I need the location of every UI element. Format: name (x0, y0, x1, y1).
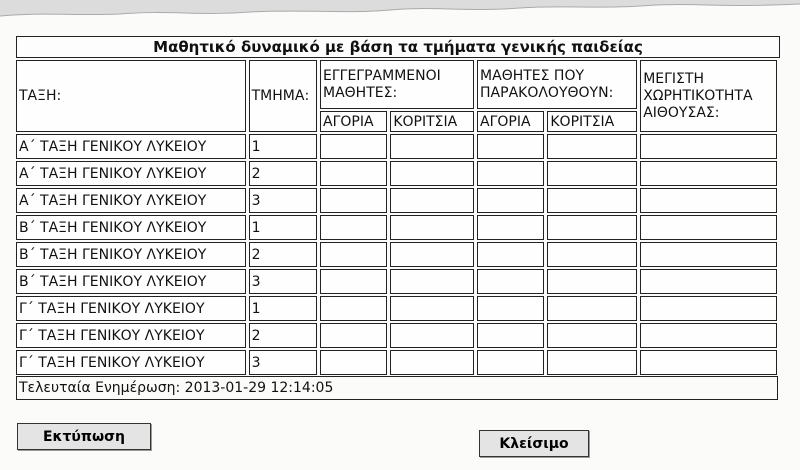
close-button[interactable]: Κλείσιμο (479, 430, 589, 457)
class-name-cell: Β΄ ΤΑΞΗ ΓΕΝΙΚΟΥ ΛΥΚΕΙΟΥ (16, 269, 246, 294)
section-cell: 1 (249, 296, 317, 321)
table-row (16, 215, 777, 240)
enrolled-boys-field[interactable] (320, 323, 387, 348)
enrolled-boys-field[interactable] (320, 134, 387, 159)
class-name-cell: Α΄ ΤΑΞΗ ΓΕΝΙΚΟΥ ΛΥΚΕΙΟΥ (16, 188, 246, 213)
enrolled-boys-field[interactable] (320, 188, 387, 213)
enrolled-girls-field[interactable] (390, 188, 474, 213)
table-row (16, 323, 777, 348)
enrolled-girls-field[interactable] (390, 350, 474, 375)
enrolled-boys-field[interactable] (320, 161, 387, 186)
section-cell: 2 (249, 242, 317, 267)
attending-boys-field[interactable] (477, 215, 544, 240)
attending-boys-field[interactable] (477, 323, 544, 348)
enrolled-boys-field[interactable] (320, 350, 387, 375)
attending-girls-field[interactable] (547, 323, 637, 348)
header-enrolled-girls: ΚΟΡΙΤΣΙΑ (390, 111, 474, 132)
enrolled-boys-field[interactable] (320, 269, 387, 294)
capacity-field[interactable] (640, 188, 777, 213)
attending-boys-field[interactable] (477, 242, 544, 267)
class-name-cell: Α΄ ΤΑΞΗ ΓΕΝΙΚΟΥ ΛΥΚΕΙΟΥ (16, 134, 246, 159)
capacity-field[interactable] (640, 269, 777, 294)
header-capacity: ΜΕΓΙΣΤΗ ΧΩΡΗΤΙΚΟΤΗΤΑ ΑΙΘΟΥΣΑΣ: (640, 60, 777, 132)
attending-girls-field[interactable] (547, 188, 637, 213)
enrolled-boys-field[interactable] (320, 296, 387, 321)
section-cell: 2 (249, 323, 317, 348)
capacity-field[interactable] (640, 242, 777, 267)
print-button[interactable]: Εκτύπωση (17, 423, 151, 450)
header-attending-girls: ΚΟΡΙΤΣΙΑ (547, 111, 637, 132)
attending-girls-field[interactable] (547, 242, 637, 267)
capacity-field[interactable] (640, 350, 777, 375)
attending-boys-field[interactable] (477, 269, 544, 294)
table-row (16, 269, 777, 294)
header-class: ΤΑΞΗ: (16, 60, 246, 132)
enrolled-girls-field[interactable] (390, 296, 474, 321)
header-section: ΤΜΗΜΑ: (249, 60, 317, 132)
enrolled-girls-field[interactable] (390, 323, 474, 348)
table-row (16, 188, 777, 213)
table-row (16, 161, 777, 186)
attending-girls-field[interactable] (547, 296, 637, 321)
section-cell: 3 (249, 269, 317, 294)
capacity-field[interactable] (640, 134, 777, 159)
attending-girls-field[interactable] (547, 134, 637, 159)
attending-boys-field[interactable] (477, 350, 544, 375)
attending-girls-field[interactable] (547, 269, 637, 294)
enrolled-girls-field[interactable] (390, 134, 474, 159)
class-name-cell: Γ΄ ΤΑΞΗ ΓΕΝΙΚΟΥ ΛΥΚΕΙΟΥ (16, 350, 246, 375)
section-cell: 3 (249, 350, 317, 375)
section-cell: 2 (249, 161, 317, 186)
class-name-cell: Γ΄ ΤΑΞΗ ΓΕΝΙΚΟΥ ΛΥΚΕΙΟΥ (16, 296, 246, 321)
attending-girls-field[interactable] (547, 215, 637, 240)
attending-girls-field[interactable] (547, 350, 637, 375)
enrolled-girls-field[interactable] (390, 215, 474, 240)
class-name-cell: Γ΄ ΤΑΞΗ ΓΕΝΙΚΟΥ ΛΥΚΕΙΟΥ (16, 323, 246, 348)
attending-boys-field[interactable] (477, 296, 544, 321)
enrolled-boys-field[interactable] (320, 215, 387, 240)
capacity-field[interactable] (640, 323, 777, 348)
class-name-cell: Β΄ ΤΑΞΗ ΓΕΝΙΚΟΥ ΛΥΚΕΙΟΥ (16, 215, 246, 240)
section-cell: 1 (249, 134, 317, 159)
header-enrolled: ΕΓΓΕΓΡΑΜΜΕΝΟΙ ΜΑΘΗΤΕΣ: (320, 60, 474, 109)
section-cell: 1 (249, 215, 317, 240)
report-form (16, 36, 780, 400)
class-name-cell: Β΄ ΤΑΞΗ ΓΕΝΙΚΟΥ ΛΥΚΕΙΟΥ (16, 242, 246, 267)
attending-boys-field[interactable] (477, 161, 544, 186)
header-attending-boys: ΑΓΟΡΙΑ (477, 111, 544, 132)
table-row (16, 350, 777, 375)
page-title: Μαθητικό δυναμικό με βάση τα τμήματα γενικής παιδείας (16, 36, 780, 58)
capacity-field[interactable] (640, 215, 777, 240)
last-update: Τελευταία Ενημέρωση: 2013-01-29 12:14:05 (16, 376, 778, 400)
table-row (16, 242, 777, 267)
header-enrolled-boys: ΑΓΟΡΙΑ (320, 111, 387, 132)
table-row (16, 296, 777, 321)
attending-boys-field[interactable] (477, 134, 544, 159)
enrolled-boys-field[interactable] (320, 242, 387, 267)
attending-girls-field[interactable] (547, 161, 637, 186)
section-cell: 3 (249, 188, 317, 213)
enrolled-girls-field[interactable] (390, 242, 474, 267)
enrolled-girls-field[interactable] (390, 161, 474, 186)
student-capacity-table (13, 58, 780, 377)
enrolled-girls-field[interactable] (390, 269, 474, 294)
torn-paper-edge (0, 0, 800, 30)
class-name-cell: Α΄ ΤΑΞΗ ΓΕΝΙΚΟΥ ΛΥΚΕΙΟΥ (16, 161, 246, 186)
table-row (16, 134, 777, 159)
attending-boys-field[interactable] (477, 188, 544, 213)
capacity-field[interactable] (640, 161, 777, 186)
capacity-field[interactable] (640, 296, 777, 321)
header-attending: ΜΑΘΗΤΕΣ ΠΟΥ ΠΑΡΑΚΟΛΟΥΘΟΥΝ: (477, 60, 637, 109)
